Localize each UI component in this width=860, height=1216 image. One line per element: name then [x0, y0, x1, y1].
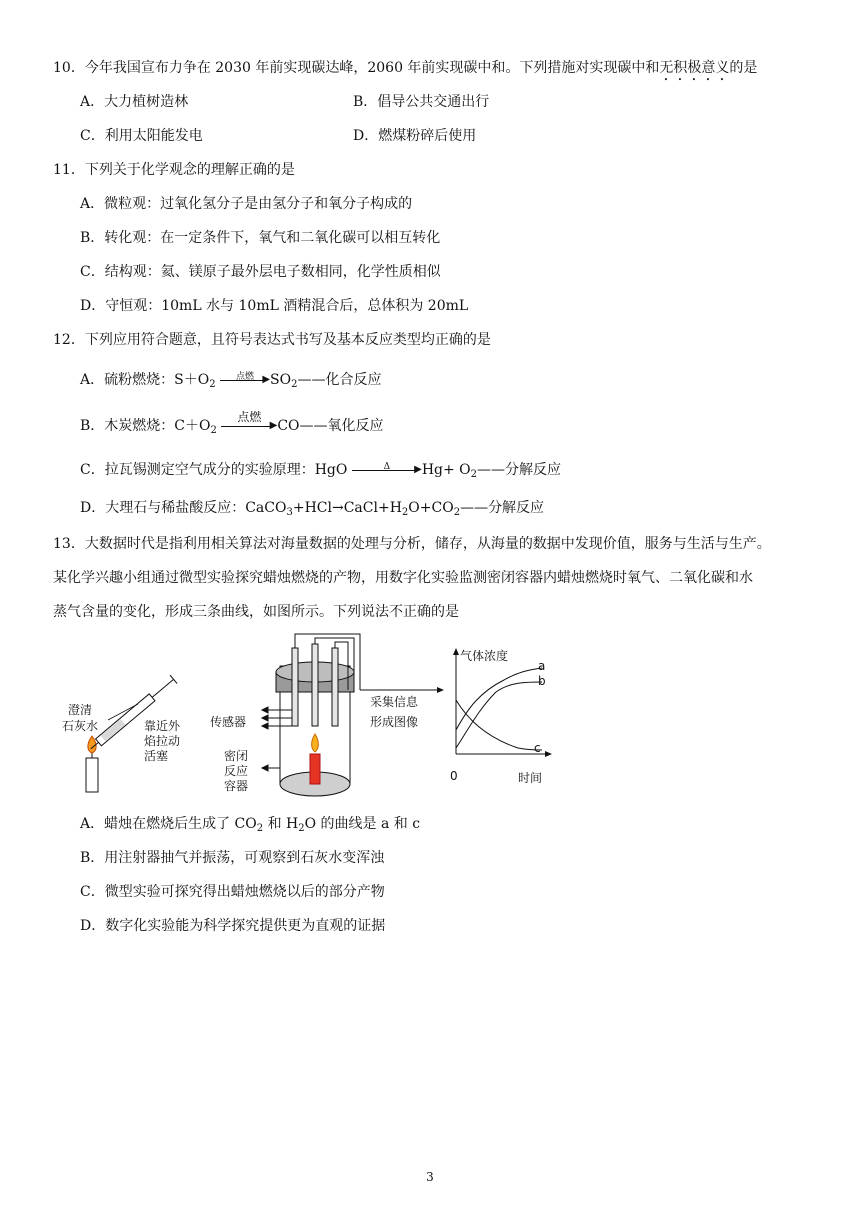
q13-option-c: C．微型实验可探究得出蜡烛燃烧以后的部分产物: [80, 884, 385, 900]
q13-option-d: D．数字化实验能为科学探究提供更为直观的证据: [80, 918, 386, 934]
q11-option-c: C．结构观：氦、镁原子最外层电子数相同，化学性质相似: [80, 264, 441, 280]
origin-label: 0: [450, 769, 458, 783]
sealed-label-2: 反应: [224, 764, 249, 778]
concentration-graph: [450, 648, 552, 785]
x-axis-label: 时间: [518, 771, 543, 785]
sensor-label: 传感器: [210, 715, 247, 729]
q12-option-a: A．硫粉燃烧：$S+O_2$ 点燃 ▶ $SO_2——$化合反应: [80, 370, 381, 390]
sealed-container: [276, 634, 360, 796]
q13-stem-line2: 某化学兴趣小组通过微型实验探究蜡烛燃烧的产物，用数字化实验监测密闭容器内蜡烛燃烧时氧气、二氧化碳和水: [53, 570, 753, 586]
reaction-arrow: Δ ▶: [352, 463, 422, 477]
curve-c: [456, 700, 542, 750]
q10-option-c: C．利用太阳能发电: [80, 128, 203, 144]
q13-option-a: A．蜡烛在燃烧后生成了 $CO_2$ 和 $H_2O$ 的曲线是 a 和 c: [80, 816, 421, 834]
form-label: 形成图像: [370, 715, 419, 729]
q12-stem: 12．下列应用符合题意，且符号表达式书写及基本反应类型均正确的是: [53, 332, 491, 348]
reaction-arrow: 点燃 ▶: [220, 373, 270, 387]
q12-option-d: D．大理石与稀盐酸反应：$CaCO_3+HCl\to CaCl+H_2O+CO_2——$分解反应: [80, 500, 545, 518]
q11-option-d: D．守恒观：10mL 水与 10mL 酒精混合后，总体积为 20mL: [80, 298, 469, 314]
pull-label-1: 靠近外: [144, 719, 181, 733]
experiment-figure: [48, 630, 568, 800]
reaction-arrow: 点燃 ▶: [221, 419, 277, 433]
y-axis-label: 气体浓度: [460, 649, 509, 663]
page-number: 3: [426, 1170, 434, 1184]
curve-b: [456, 682, 542, 748]
q13-stem-line1: 13．大数据时代是指利用相关算法对海量数据的处理与分析，储存，从海量的数据中发现价值，服务与生活与生产。: [53, 536, 771, 552]
curve-a-label: a: [538, 659, 546, 673]
q13-option-b: B．用注射器抽气并振荡，可观察到石灰水变浑浊: [80, 850, 385, 866]
q11-option-a: A．微粒观：过氧化氢分子是由氢分子和氧分子构成的: [80, 196, 413, 212]
q10-option-b: B．倡导公共交通出行: [353, 94, 490, 110]
q13-stem-line3: 蒸气含量的变化，形成三条曲线，如图所示。下列说法不正确的是: [53, 604, 459, 620]
pull-label-2: 焰拉动: [144, 734, 181, 748]
limewater-label: 澄清: [68, 703, 93, 717]
q10-stem: 10．今年我国宣布力争在 2030 年前实现碳达峰，2060 年前实现碳中和。下列措施对实现碳中和无积极意义的是: [53, 60, 758, 76]
sealed-label-1: 密闭: [224, 749, 249, 763]
q10-option-a: A．大力植树造林: [80, 94, 189, 110]
arrow-condition: 点燃: [237, 410, 262, 424]
sensor-arrows: [262, 707, 292, 771]
arrow-condition: 点燃: [236, 372, 255, 382]
curve-a: [456, 668, 542, 730]
limewater-label-2: 石灰水: [62, 719, 99, 733]
arrow-condition: Δ: [383, 462, 391, 472]
q11-option-b: B．转化观：在一定条件下，氧气和二氧化碳可以相互转化: [80, 230, 441, 246]
curve-b-label: b: [538, 674, 546, 688]
q10-option-d: D．燃煤粉碎后使用: [353, 128, 477, 144]
q10-emphasis: 无积极意义: [659, 60, 730, 76]
q12-option-b: B．木炭燃烧：$C+O_2$ 点燃 ▶ CO——氧化反应: [80, 416, 384, 436]
q11-stem: 11．下列关于化学观念的理解正确的是: [53, 162, 295, 178]
pull-label-3: 活塞: [144, 749, 169, 763]
q12-option-c: C．拉瓦锡测定空气成分的实验原理：HgO Δ ▶ $Hg+ O_2——$分解反应: [80, 460, 561, 480]
curve-c-label: c: [534, 741, 541, 755]
sealed-label-3: 容器: [224, 779, 249, 793]
collect-label: 采集信息: [370, 695, 419, 709]
